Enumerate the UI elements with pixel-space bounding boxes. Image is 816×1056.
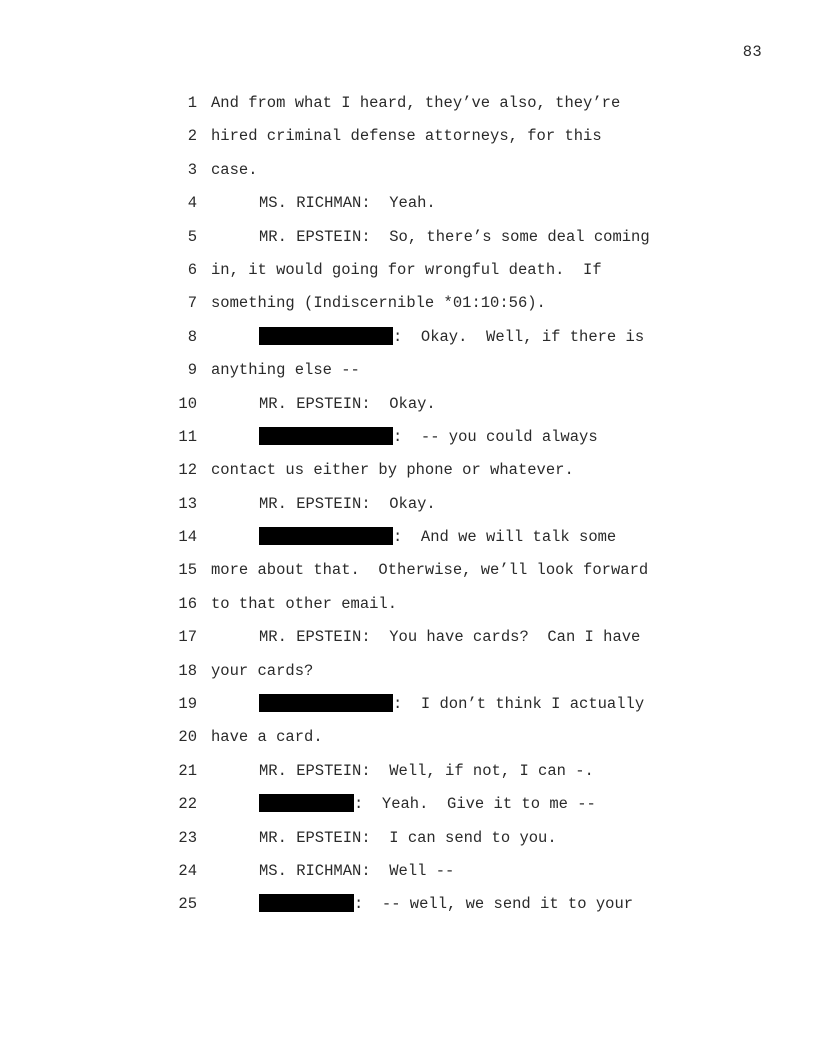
transcript-line <box>0 560 816 593</box>
line-text: : -- well, we send it to your <box>354 895 634 914</box>
line-number: 17 <box>178 628 197 647</box>
transcript-line <box>0 861 816 894</box>
line-number: 1 <box>187 94 197 112</box>
line-number: 10 <box>178 394 197 413</box>
line-text: MR. EPSTEIN: You have cards? Can I have <box>259 628 641 647</box>
line-number: 15 <box>178 561 197 580</box>
transcript-line <box>0 828 816 861</box>
line-text: MS. RICHMAN: Yeah. <box>259 194 436 213</box>
line-number: 8 <box>187 327 197 346</box>
line-number: 13 <box>178 494 197 513</box>
speaker-line <box>259 894 633 914</box>
line-number: 4 <box>187 194 197 213</box>
speaker-line <box>259 327 644 347</box>
line-number: 9 <box>187 361 197 380</box>
transcript-line <box>0 427 816 460</box>
line-number: 6 <box>187 260 197 279</box>
line-text: : -- you could always <box>393 427 598 446</box>
line-text: something (Indiscernible *01:10:56). <box>211 294 546 313</box>
speaker-line <box>259 794 596 814</box>
transcript-line <box>0 327 816 360</box>
transcript-line <box>0 727 816 760</box>
line-text: And from what I heard, they’ve also, they’re <box>211 94 621 112</box>
redaction-bar <box>259 694 393 712</box>
speaker-line <box>259 427 598 447</box>
speaker-line <box>259 694 644 714</box>
transcript-line <box>0 894 816 927</box>
line-text: : And we will talk some <box>393 528 617 547</box>
line-number: 23 <box>178 828 197 847</box>
line-number: 5 <box>187 227 197 246</box>
line-text: to that other email. <box>211 594 398 613</box>
transcript-line <box>0 227 816 260</box>
line-text: more about that. Otherwise, we’ll look forward <box>211 561 649 580</box>
line-text: contact us either by phone or whatever. <box>211 461 574 480</box>
transcript-line <box>0 694 816 727</box>
transcript-line <box>0 293 816 326</box>
line-number: 3 <box>187 160 197 179</box>
transcript-line <box>0 193 816 226</box>
transcript-line <box>0 761 816 794</box>
line-number: 2 <box>187 127 197 146</box>
redaction-bar <box>259 427 393 445</box>
transcript-line <box>0 494 816 527</box>
transcript-line <box>0 627 816 660</box>
line-text: MR. EPSTEIN: I can send to you. <box>259 828 557 847</box>
transcript-line <box>0 460 816 493</box>
line-text: case. <box>211 160 258 179</box>
line-text: have a card. <box>211 728 323 747</box>
line-text: MR. EPSTEIN: So, there’s some deal coming <box>259 227 650 246</box>
line-text: MR. EPSTEIN: Okay. <box>259 394 436 413</box>
line-number: 24 <box>178 861 197 880</box>
line-number: 19 <box>178 695 197 714</box>
transcript-line <box>0 126 816 159</box>
transcript-line <box>0 794 816 827</box>
redaction-bar <box>259 894 354 912</box>
line-number: 11 <box>178 427 197 446</box>
line-text: : I don’t think I actually <box>393 695 645 714</box>
redaction-bar <box>259 527 393 545</box>
redaction-bar <box>259 327 393 345</box>
line-text: : Okay. Well, if there is <box>393 327 645 346</box>
transcript-line <box>0 160 816 193</box>
page-number: 83 <box>742 43 762 61</box>
line-number: 25 <box>178 895 197 914</box>
transcript-line <box>0 394 816 427</box>
line-text: hired criminal defense attorneys, for this <box>211 127 602 146</box>
line-text: MR. EPSTEIN: Well, if not, I can -. <box>259 761 594 780</box>
transcript-line <box>0 661 816 694</box>
line-number: 12 <box>178 461 197 480</box>
line-text: MR. EPSTEIN: Okay. <box>259 494 436 513</box>
redaction-bar <box>259 794 354 812</box>
transcript-line <box>0 594 816 627</box>
line-text: MS. RICHMAN: Well -- <box>259 861 455 880</box>
line-text: anything else -- <box>211 361 360 380</box>
line-text: in, it would going for wrongful death. If <box>211 260 602 279</box>
line-number: 20 <box>178 728 197 747</box>
transcript-line <box>0 93 816 126</box>
transcript-line <box>0 260 816 293</box>
line-number: 18 <box>178 661 197 680</box>
line-number: 7 <box>187 294 197 313</box>
line-text: your cards? <box>211 661 314 680</box>
line-number: 14 <box>178 528 197 547</box>
transcript-line <box>0 527 816 560</box>
line-number: 16 <box>178 594 197 613</box>
line-number: 22 <box>178 795 197 814</box>
line-number: 21 <box>178 761 197 780</box>
speaker-line <box>259 527 616 547</box>
transcript-body <box>0 93 816 928</box>
line-text: : Yeah. Give it to me -- <box>354 795 596 814</box>
transcript-line <box>0 360 816 393</box>
